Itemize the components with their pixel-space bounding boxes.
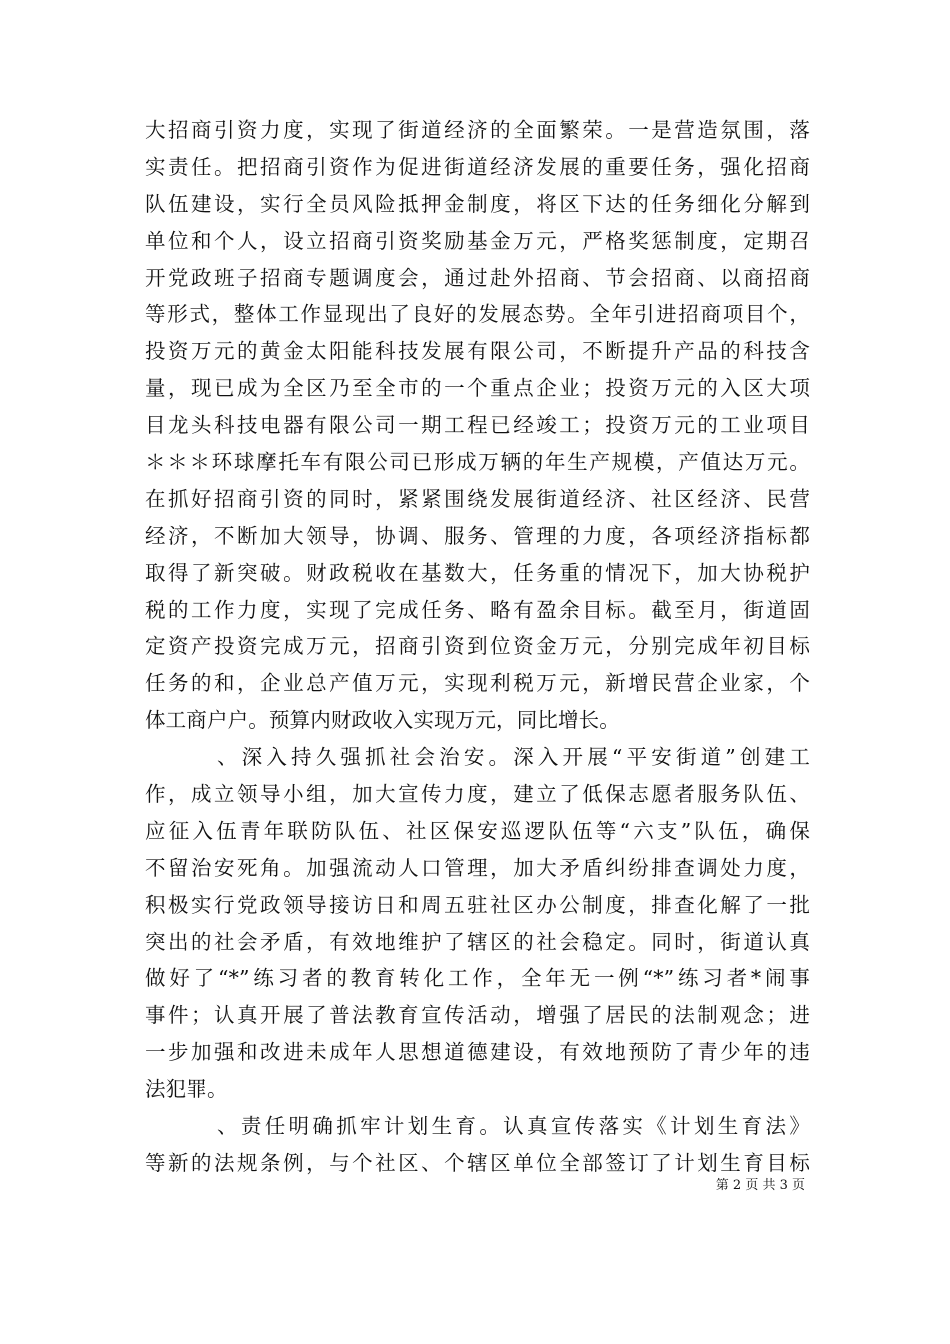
text-line: 大招商引资力度，实现了街道经济的全面繁荣。一是营造氛围，落 [145,118,810,142]
text-line: 做好了“*”练习者的教育转化工作，全年无一例“*”练习者*闹事 [145,966,810,991]
body-text [145,112,810,1182]
text-line: 、责任明确抓牢计划生育。认真宣传落实《计划生育法》 [217,1114,810,1139]
text-line: 不留治安死角。加强流动人口管理，加大矛盾纠纷排查调处力度， [145,855,810,880]
text-line: ＊＊＊环球摩托车有限公司已形成万辆的年生产规模，产值达万元。 [145,450,810,475]
text-line: 体工商户户。预算内财政收入实现万元，同比增长。 [145,708,620,733]
text-line: 事件；认真开展了普法教育宣传活动，增强了居民的法制观念；进 [145,1003,810,1028]
text-line: 投资万元的黄金太阳能科技发展有限公司，不断提升产品的科技含 [145,339,810,364]
text-line: 、深入持久强抓社会治安。深入开展“平安街道”创建工 [217,745,810,770]
text-line: 积极实行党政领导接访日和周五驻社区办公制度，排查化解了一批 [145,892,810,917]
text-line: 在抓好招商引资的同时，紧紧围绕发展街道经济、社区经济、民营 [145,486,810,511]
text-line: 任务的和，企业总产值万元，实现利税万元，新增民营企业家，个 [145,671,810,696]
text-line: 单位和个人，设立招商引资奖励基金万元，严格奖惩制度，定期召 [145,228,810,253]
text-line: 目龙头科技电器有限公司一期工程已经竣工；投资万元的工业项目 [145,413,810,438]
text-line: 实责任。把招商引资作为促进街道经济发展的重要任务，强化招商 [145,154,810,179]
text-line: 定资产投资完成万元，招商引资到位资金万元，分别完成年初目标 [145,634,810,659]
text-line: 作，成立领导小组，加大宣传力度，建立了低保志愿者服务队伍、 [145,782,810,807]
text-line: 一步加强和改进未成年人思想道德建设，有效地预防了青少年的违 [145,1040,810,1065]
text-line: 取得了新突破。财政税收在基数大，任务重的情况下，加大协税护 [145,560,810,585]
text-line: 等形式，整体工作显现出了良好的发展态势。全年引进招商项目个， [145,302,810,327]
text-line: 量，现已成为全区乃至全市的一个重点企业；投资万元的入区大项 [145,376,810,401]
text-line: 突出的社会矛盾，有效地维护了辖区的社会稳定。同时，街道认真 [145,929,810,954]
text-line: 税的工作力度，实现了完成任务、略有盈余目标。截至月，街道固 [145,597,810,622]
text-line: 经济，不断加大领导，协调、服务、管理的力度，各项经济指标都 [145,523,810,548]
text-line: 开党政班子招商专题调度会，通过赴外招商、节会招商、以商招商 [145,265,810,290]
text-line: 法犯罪。 [145,1077,228,1102]
text-line: 等新的法规条例，与个社区、个辖区单位全部签订了计划生育目标 [145,1150,810,1175]
text-line: 应征入伍青年联防队伍、社区保安巡逻队伍等“六支”队伍，确保 [145,818,810,843]
page-number: 第 2 页 共 3 页 [715,1178,805,1193]
text-line: 队伍建设，实行全员风险抵押金制度，将区下达的任务细化分解到 [145,191,810,216]
